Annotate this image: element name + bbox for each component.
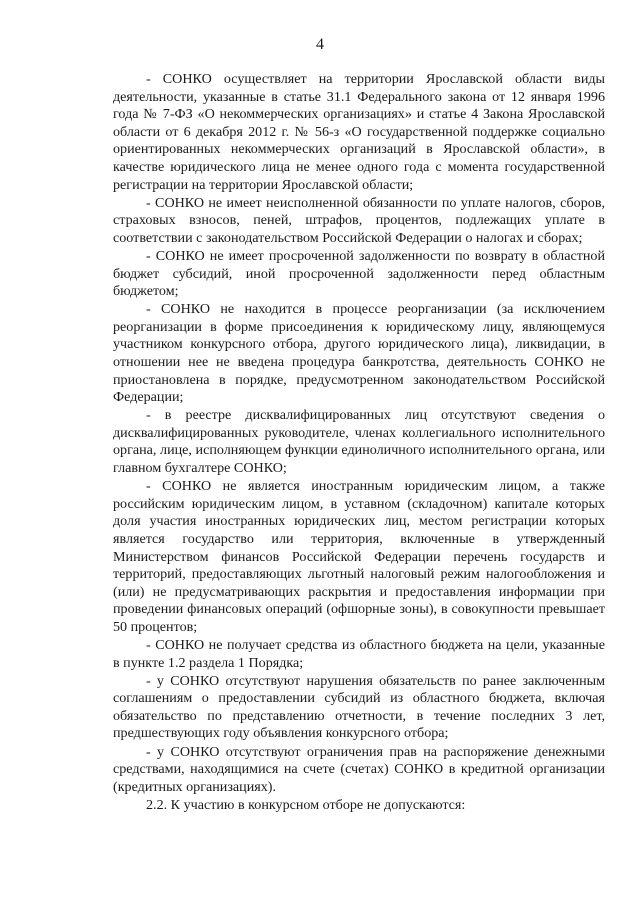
paragraph-no-reorganization: - СОНКО не находится в процессе реорганизации (за исключением реорганизации в форме присоединения к юридическому лицу, являющемуся участником конкурсного отбора, другого юридического лица), ликвидации, в отношении нее не введена процедура банкротства, деятельность СОНКО не приостановлена в порядке, предусмотренном законодательством Российской Федерации; [113,301,605,406]
paragraph-no-disqualified-persons: - в реестре дисквалифицированных лиц отсутствуют сведения о дисквалифицированных руководителе, членах коллегиального исполнительного органа, лице, исполняющем функции единоличного исполнительного органа, или главном бухгалтере СОНКО; [113,407,605,477]
paragraph-section-2-2-heading: 2.2. К участию в конкурсном отборе не допускаются: [146,796,466,813]
paragraph-not-foreign-entity: - СОНКО не является иностранным юридическим лицом, а также российским юридическим лицом, в уставном (складочном) капитале которых доля участия иностранных юридических лиц, местом регистрации которых является государство или территория, включенные в утвержденный Министерством финансов Российской Федерации перечень государств и территорий, предоставляющих льготный налоговый режим налогообложения и (или) не предусматривающих раскрытия и предоставления информации при проведении финансовых операций (офшорные зоны), в совокупности превышает 50 процентов; [113,478,605,635]
paragraph-no-tax-debt: - СОНКО не имеет неисполненной обязанности по уплате налогов, сборов, страховых взносов, пеней, штрафов, процентов, подлежащих уплате в соответствии с законодательством Российской Федерации о налогах и сборах; [113,194,605,246]
paragraph-no-other-funds: - СОНКО не получает средства из областного бюджета на цели, указанные в пункте 1.2 раздела 1 Порядка; [113,637,605,671]
paragraph-no-violations: - у СОНКО отсутствуют нарушения обязательств по ранее заключенным соглашениям о предоставлении субсидий из областного бюджета, включая обязательство по представлению отчетности, в течение последних 3 лет, предшествующих году объявления конкурсного отбора; [113,672,605,742]
paragraph-no-budget-debt: - СОНКО не имеет просроченной задолженности по возврату в областной бюджет субсидий, иной просроченной задолженности перед областным бюджетом; [113,247,605,300]
paragraph-no-account-restrictions: - у СОНКО отсутствуют ограничения прав на распоряжение денежными средствами, находящимися на счете (счетах) СОНКО в кредитной организации (кредитных организациях). [113,743,605,795]
paragraph-activity-requirement: - СОНКО осуществляет на территории Ярославской области виды деятельности, указанные в статье 31.1 Федерального закона от 12 января 1996 года № 7-ФЗ «О некоммерческих организациях» и статье 4 Закона Ярославской области от 6 декабря 2012 г. № 56-з «О государственной поддержке социально ориентированных некоммерческих организаций в Ярославской области», в качестве юридического лица не менее одного года с момента государственной регистрации на территории Ярославской области; [113,71,605,193]
document-body [113,71,605,814]
page-number: 4 [316,36,324,53]
